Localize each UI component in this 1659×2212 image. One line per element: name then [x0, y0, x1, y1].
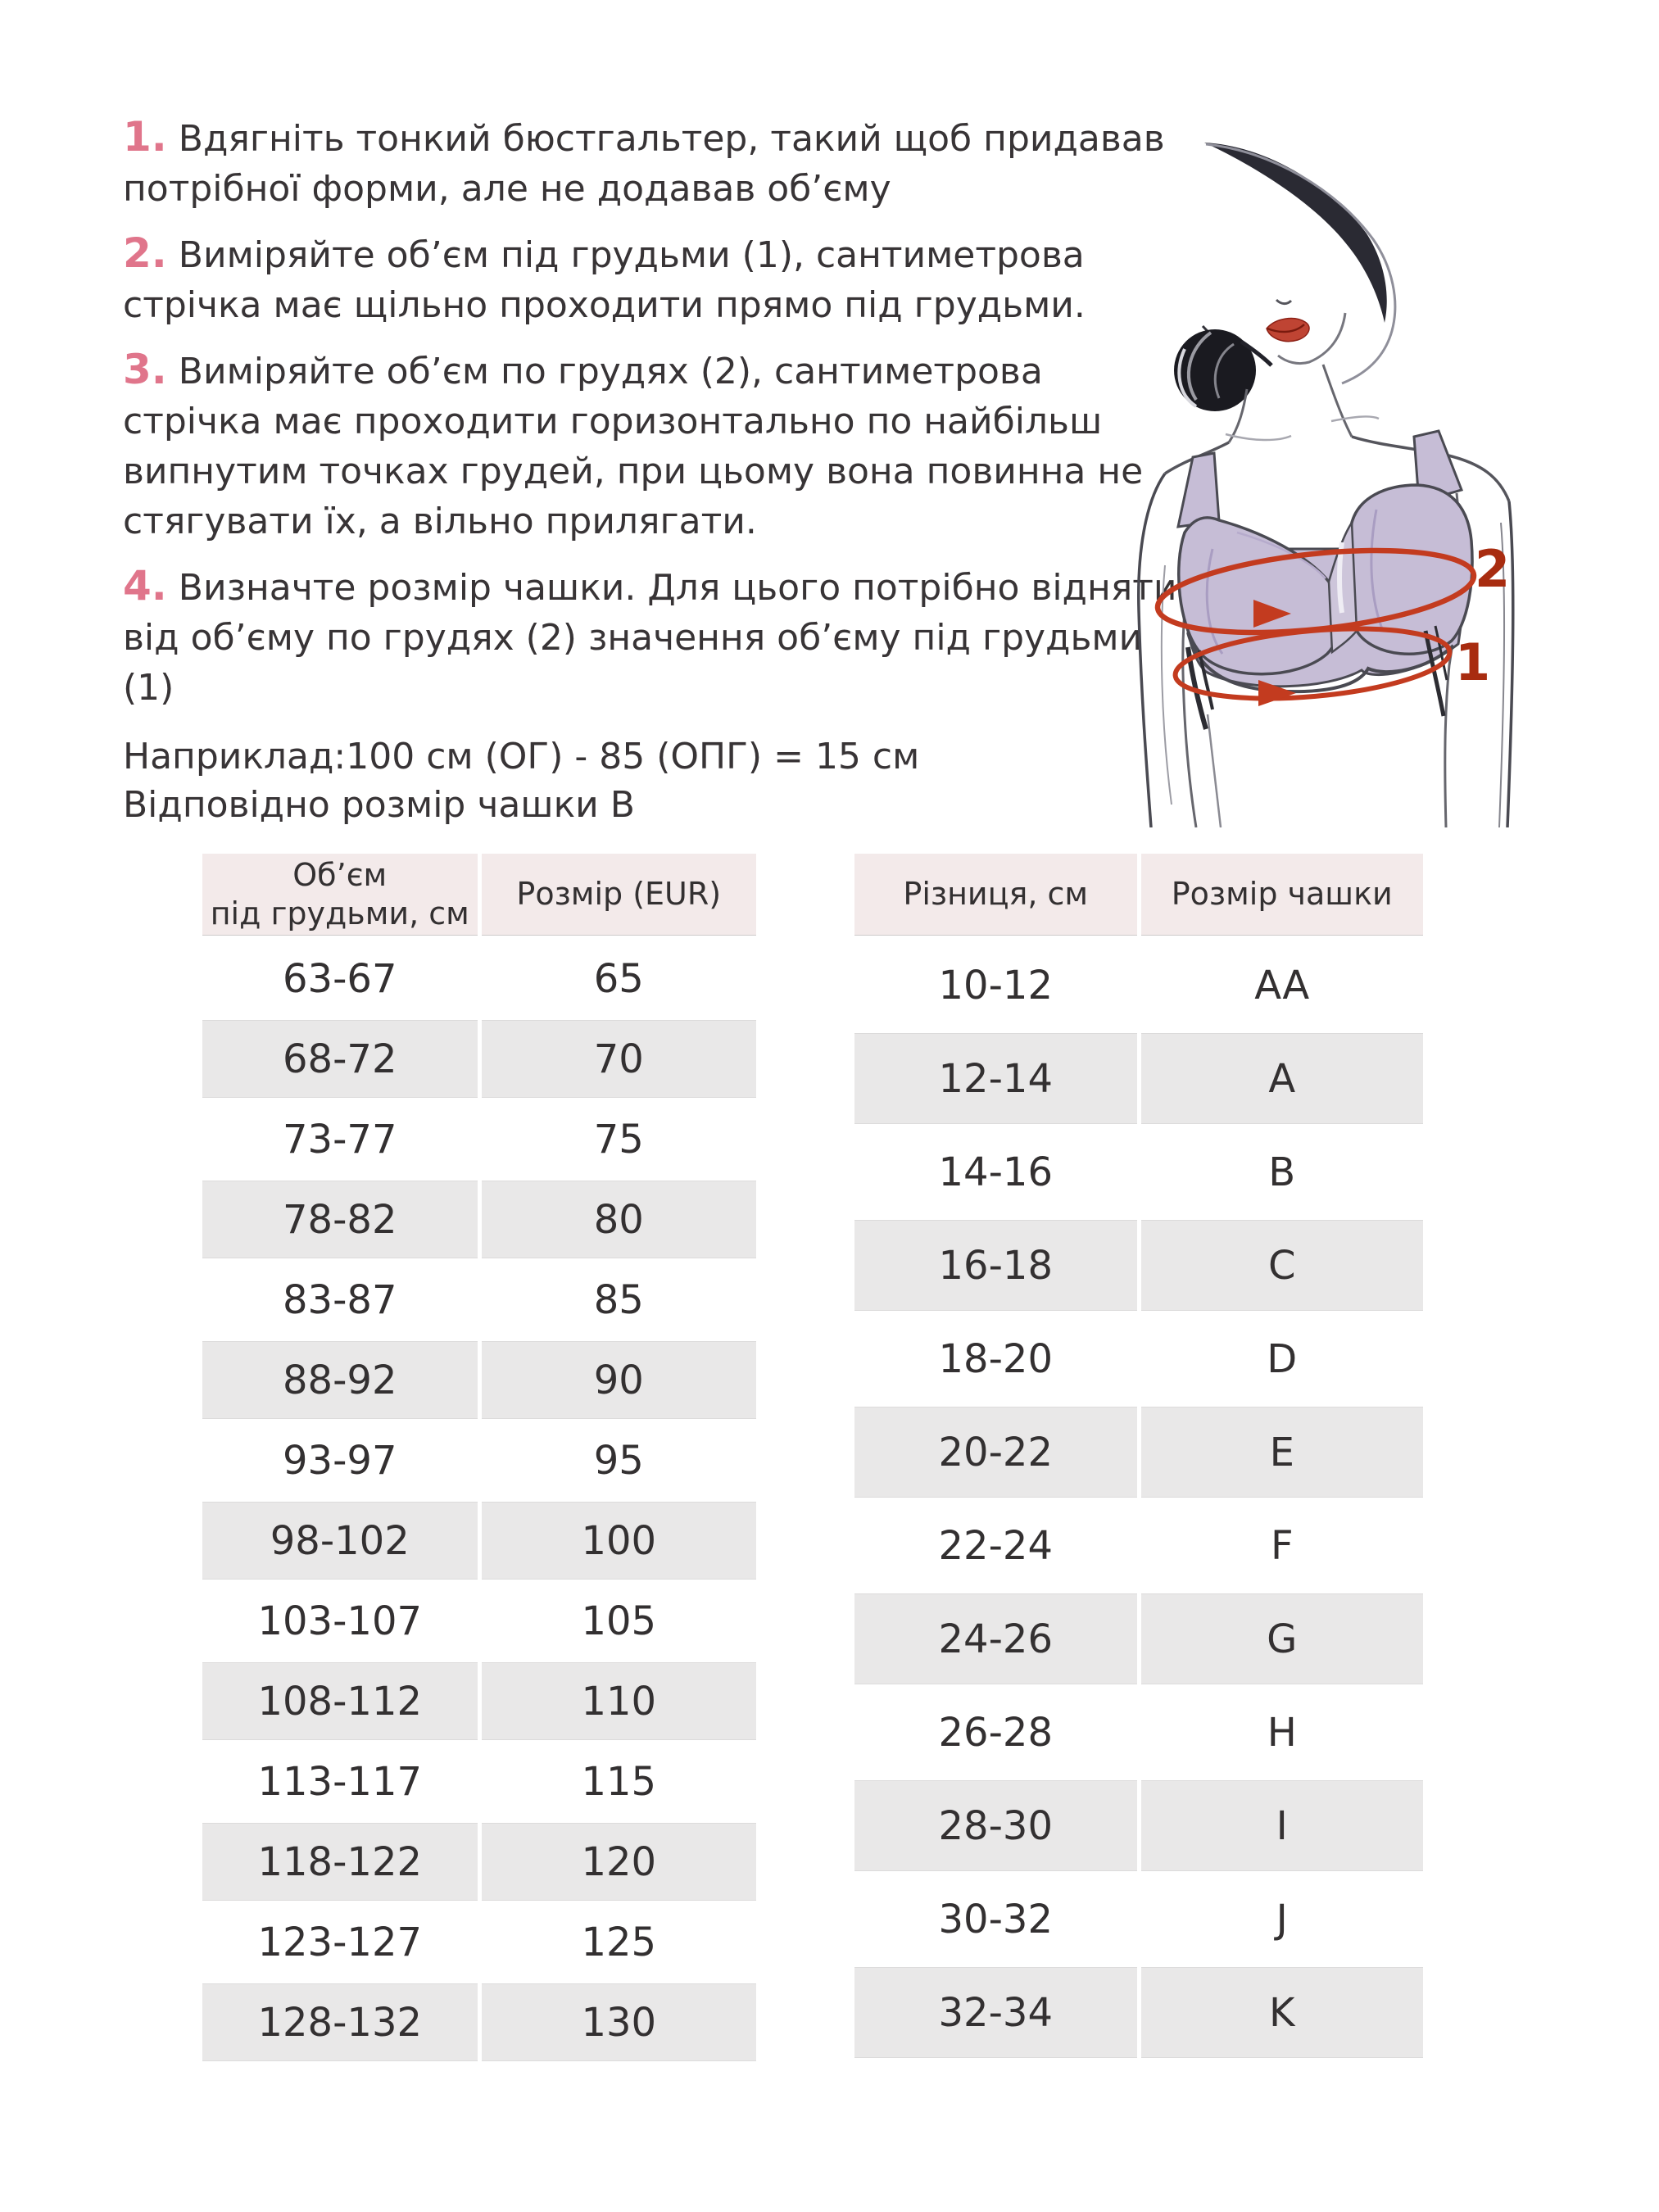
table-row — [202, 1903, 756, 1981]
table-row — [202, 1421, 756, 1499]
cup-header-difference-label: Різниця, см — [903, 876, 1089, 912]
underbust-range-cell: 88-92 — [202, 1341, 478, 1419]
band-size-table — [202, 854, 756, 2064]
underbust-range-cell: 63-67 — [202, 940, 478, 1018]
underbust-range-cell: 73-77 — [202, 1100, 478, 1178]
band-header-line2: під грудьми, см — [210, 895, 469, 931]
underbust-range-cell: 68-72 — [202, 1020, 478, 1098]
eur-size-cell: 75 — [482, 1100, 757, 1178]
table-row — [202, 1743, 756, 1820]
table-row — [202, 940, 756, 1018]
cup-header-size — [1141, 854, 1424, 936]
table-row — [202, 1983, 756, 2061]
table-row — [202, 1662, 756, 1740]
cup-letter-cell: G — [1141, 1593, 1424, 1684]
difference-range-cell: 16-18 — [854, 1220, 1137, 1311]
lips — [1267, 319, 1309, 342]
step-text: Вдягніть тонкий бюстгальтер, такий щоб придавав потрібної форми, але не додавав об’єму — [123, 118, 1165, 210]
table-row — [202, 1020, 756, 1098]
bust-label: 2 — [1475, 539, 1511, 599]
cup-size-table — [854, 854, 1423, 2060]
eur-size-cell: 85 — [482, 1261, 757, 1339]
difference-range-cell: 18-20 — [854, 1313, 1137, 1404]
band-header-line1: Об’єм — [292, 856, 388, 893]
difference-range-cell: 28-30 — [854, 1780, 1137, 1871]
instruction-steps — [123, 112, 1188, 713]
table-row — [202, 1823, 756, 1901]
step-number: 4. — [123, 562, 167, 610]
eur-size-cell: 105 — [482, 1582, 757, 1660]
eur-size-cell: 70 — [482, 1020, 757, 1098]
table-row — [202, 1100, 756, 1178]
difference-range-cell: 26-28 — [854, 1687, 1137, 1778]
band-header-volume — [202, 854, 478, 936]
table-row — [854, 1313, 1423, 1404]
cup-letter-cell: K — [1141, 1967, 1424, 2058]
difference-range-cell: 20-22 — [854, 1407, 1137, 1498]
bra — [1178, 431, 1472, 729]
cup-table-header — [854, 854, 1423, 936]
difference-range-cell: 12-14 — [854, 1033, 1137, 1124]
difference-range-cell: 24-26 — [854, 1593, 1137, 1684]
cup-table-body — [854, 940, 1423, 2058]
instruction-step — [123, 112, 1188, 214]
underbust-range-cell: 78-82 — [202, 1181, 478, 1258]
band-header-size-label: Розмір (EUR) — [516, 876, 722, 912]
measuring-instructions — [123, 112, 1188, 829]
underbust-range-cell: 123-127 — [202, 1903, 478, 1981]
difference-range-cell: 22-24 — [854, 1500, 1137, 1591]
woman-figure — [1139, 143, 1513, 827]
table-row — [854, 1033, 1423, 1124]
table-row — [854, 1220, 1423, 1311]
table-row — [854, 1874, 1423, 1965]
underbust-range-cell: 108-112 — [202, 1662, 478, 1740]
cup-letter-cell: F — [1141, 1500, 1424, 1591]
underbust-range-cell: 98-102 — [202, 1502, 478, 1580]
step-number: 2. — [123, 229, 167, 277]
cup-letter-cell: J — [1141, 1874, 1424, 1965]
eur-size-cell: 120 — [482, 1823, 757, 1901]
cup-letter-cell: H — [1141, 1687, 1424, 1778]
table-row — [202, 1341, 756, 1419]
table-row — [202, 1181, 756, 1258]
example-formula: Наприклад:100 см (ОГ) - 85 (ОПГ) = 15 см — [123, 736, 920, 777]
difference-range-cell: 32-34 — [854, 1967, 1137, 2058]
table-row — [854, 1407, 1423, 1498]
table-row — [854, 1780, 1423, 1871]
step-text: Визначте розмір чашки. Для цього потрібно відняти від об’єму по грудях (2) значення об’єму під грудьми (1) — [123, 567, 1177, 709]
hair-swoosh — [1204, 143, 1387, 323]
eur-size-cell: 65 — [482, 940, 757, 1018]
eur-size-cell: 100 — [482, 1502, 757, 1580]
underbust-range-cell: 118-122 — [202, 1823, 478, 1901]
instruction-step — [123, 561, 1188, 713]
instruction-step — [123, 229, 1188, 330]
cup-letter-cell: A — [1141, 1033, 1424, 1124]
difference-range-cell: 14-16 — [854, 1126, 1137, 1217]
cup-letter-cell: E — [1141, 1407, 1424, 1498]
cup-letter-cell: C — [1141, 1220, 1424, 1311]
measurement-illustration — [1131, 107, 1659, 827]
band-table-body — [202, 940, 756, 2061]
eur-size-cell: 95 — [482, 1421, 757, 1499]
step-text: Виміряйте об’єм по грудях (2), сантиметрова стрічка має проходити горизонтально по найбільш випнутим точках грудей, при цьому вона повинна не стягувати їх, а вільно прилягати. — [123, 351, 1144, 542]
table-row — [854, 1593, 1423, 1684]
cup-header-difference — [854, 854, 1137, 936]
example-result: Відповідно розмір чашки В — [123, 784, 635, 826]
cup-header-size-label: Розмір чашки — [1171, 876, 1393, 912]
band-table-header — [202, 854, 756, 936]
step-number: 1. — [123, 113, 167, 161]
underbust-range-cell: 83-87 — [202, 1261, 478, 1339]
underbust-label: 1 — [1455, 632, 1491, 692]
table-row — [202, 1582, 756, 1660]
cup-letter-cell: AA — [1141, 940, 1424, 1031]
difference-range-cell: 30-32 — [854, 1874, 1137, 1965]
table-row — [854, 1967, 1423, 2058]
table-row — [202, 1261, 756, 1339]
step-text: Виміряйте об’єм під грудьми (1), сантиметрова стрічка має щільно проходити прямо під грудьми. — [123, 234, 1086, 326]
center-gore — [1329, 523, 1357, 652]
table-row — [854, 940, 1423, 1031]
difference-range-cell: 10-12 — [854, 940, 1137, 1031]
cup-letter-cell: B — [1141, 1126, 1424, 1217]
eur-size-cell: 115 — [482, 1743, 757, 1820]
step-number: 3. — [123, 346, 167, 393]
eur-size-cell: 80 — [482, 1181, 757, 1258]
underbust-range-cell: 113-117 — [202, 1743, 478, 1820]
underbust-range-cell: 93-97 — [202, 1421, 478, 1499]
eur-size-cell: 130 — [482, 1983, 757, 2061]
eur-size-cell: 90 — [482, 1341, 757, 1419]
eur-size-cell: 125 — [482, 1903, 757, 1981]
cup-letter-cell: D — [1141, 1313, 1424, 1404]
underbust-range-cell: 103-107 — [202, 1582, 478, 1660]
hair-bun — [1174, 326, 1271, 411]
cup-letter-cell: I — [1141, 1780, 1424, 1871]
eur-size-cell: 110 — [482, 1662, 757, 1740]
table-row — [202, 1502, 756, 1580]
table-row — [854, 1126, 1423, 1217]
instruction-step — [123, 345, 1188, 546]
table-row — [854, 1500, 1423, 1591]
calculation-example — [123, 732, 1188, 829]
table-row — [854, 1687, 1423, 1778]
underbust-range-cell: 128-132 — [202, 1983, 478, 2061]
band-header-size — [482, 854, 757, 936]
